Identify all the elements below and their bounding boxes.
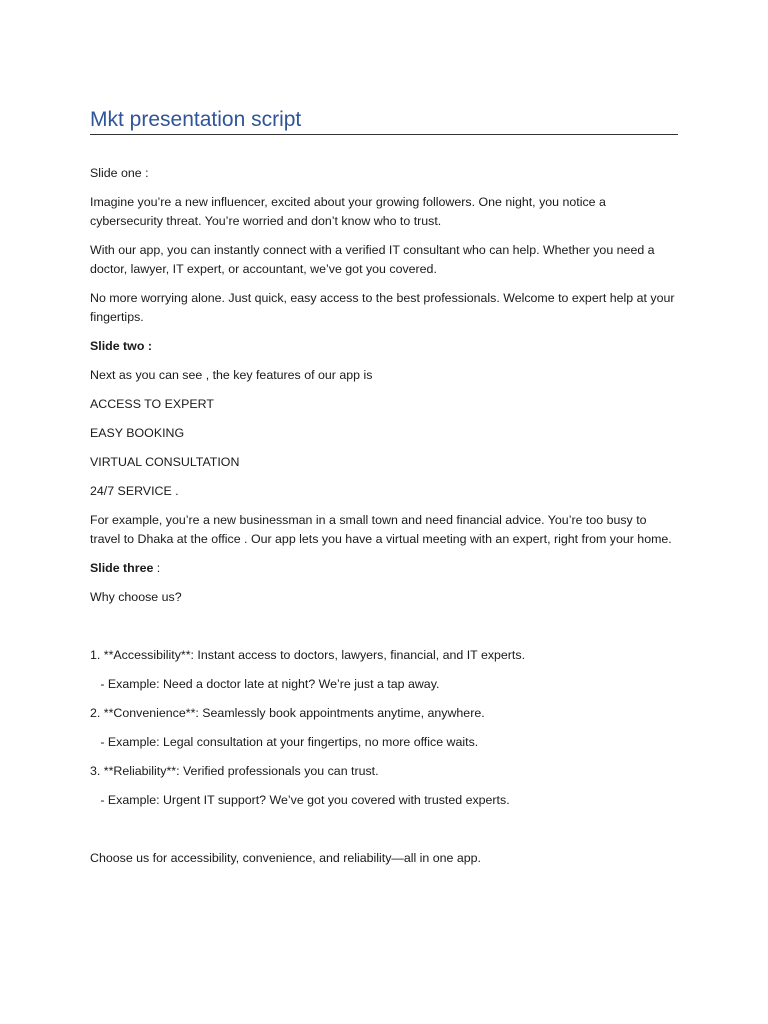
point-example: - Example: Urgent IT support? We’ve got you covered with trusted experts. (90, 793, 510, 807)
point-item: 2. **Convenience**: Seamlessly book appointments anytime, anywhere. (90, 706, 485, 720)
slide-two-label: Slide two : (90, 339, 152, 353)
feature-item: EASY BOOKING (90, 426, 185, 440)
paragraph-app: With our app, you can instantly connect with a verified IT consultant who can help. Whether you need a doctor, lawyer, IT expert, or accountant, we’ve got you covered. (90, 243, 659, 276)
closing-line: Choose us for accessibility, convenience, and reliability—all in one app. (90, 851, 481, 865)
document-body (90, 164, 678, 878)
slide-three-heading (90, 559, 678, 578)
point-example: - Example: Need a doctor late at night? We’re just a tap away. (90, 677, 440, 691)
point-item: 3. **Reliability**: Verified professionals you can trust. (90, 764, 379, 778)
feature-item: ACCESS TO EXPERT (90, 397, 214, 411)
paragraph-welcome: No more worrying alone. Just quick, easy access to the best professionals. Welcome to expert help at your fingertips. (90, 291, 678, 324)
slide-one-label: Slide one : (90, 166, 149, 180)
feature-item: VIRTUAL CONSULTATION (90, 455, 240, 469)
slide-three-label: Slide three (90, 561, 154, 575)
point-example: - Example: Legal consultation at your fingertips, no more office waits. (90, 735, 479, 749)
feature-item: 24/7 SERVICE . (90, 484, 179, 498)
paragraph-features-intro: Next as you can see , the key features of our app is (90, 368, 373, 382)
slide-three-colon: : (153, 561, 161, 575)
title-underline (90, 134, 678, 135)
slide-two-heading (90, 337, 678, 356)
paragraph-example: For example, you’re a new businessman in a small town and need financial advice. You’re too busy to travel to Dhaka at the office . Our app lets you have a virtual meeting with an expert, right from your home. (90, 513, 672, 546)
point-item: 1. **Accessibility**: Instant access to doctors, lawyers, financial, and IT experts. (90, 648, 526, 662)
why-choose-us: Why choose us? (90, 590, 182, 604)
paragraph-intro: Imagine you’re a new influencer, excited about your growing followers. One night, you notice a cybersecurity threat. You’re worried and don’t know who to trust. (90, 195, 610, 228)
document-title: Mkt presentation script (90, 108, 302, 131)
